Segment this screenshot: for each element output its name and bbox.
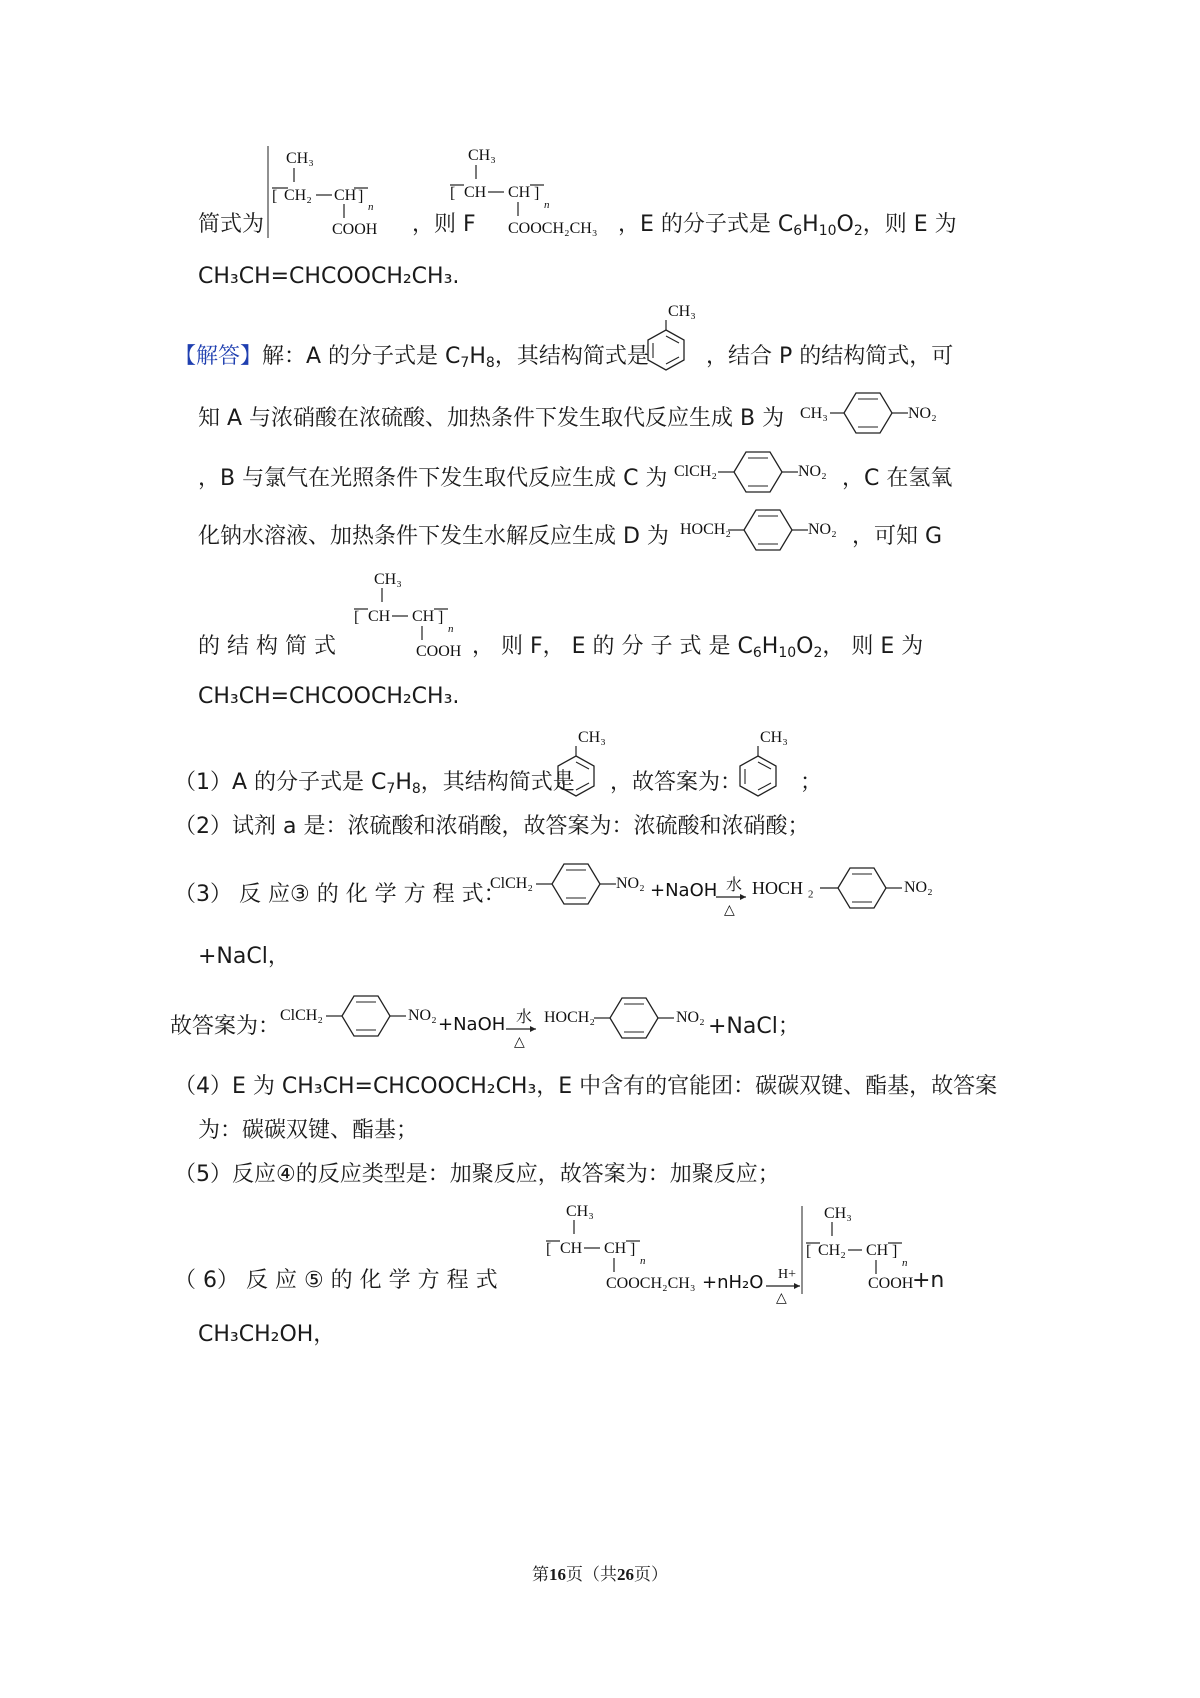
q6-tail: +n	[912, 1268, 945, 1293]
q3-answer-equation	[280, 994, 780, 1054]
svg-text:+NaOH: +NaOH	[650, 880, 718, 901]
toluene-structure-answer	[738, 726, 798, 796]
svg-text:△: △	[776, 1291, 787, 1306]
answer-line6: CH₃CH=CHCOOCH₂CH₃.	[198, 684, 460, 709]
cooh-label: COOH	[332, 221, 378, 238]
svg-text:COOH: COOH	[868, 1275, 914, 1292]
svg-text:[: [	[546, 1241, 552, 1258]
svg-text:]: ]	[534, 185, 540, 202]
q1-end: ；	[800, 770, 823, 795]
polymer-g-structure	[350, 566, 480, 661]
svg-text:n: n	[640, 1255, 646, 1267]
svg-text:]: ]	[892, 1243, 898, 1260]
svg-text:CH: CH	[368, 608, 391, 625]
cooet-label: COOCH₂CH₃	[508, 220, 598, 237]
text-prefix: 简式为	[198, 212, 265, 237]
svg-text:COOCH₂CH₃: COOCH₂CH₃	[606, 1275, 696, 1292]
svg-text:CH: CH	[560, 1240, 583, 1257]
svg-text:NO₂: NO₂	[616, 875, 645, 892]
polymer-ester-structure	[442, 140, 622, 240]
svg-text:[: [	[354, 609, 360, 626]
svg-text:NO₂: NO₂	[908, 405, 937, 422]
svg-text:△: △	[724, 903, 735, 918]
toluene-structure-q1	[556, 726, 616, 796]
svg-text:△: △	[514, 1035, 525, 1050]
svg-text:CH₃: CH₃	[800, 405, 828, 422]
answer-line5: 的 结 构 简 式	[198, 634, 336, 659]
ch-label: CH	[334, 187, 357, 204]
svg-text:CH: CH	[412, 608, 435, 625]
svg-text:CH₃: CH₃	[668, 303, 696, 320]
answer-line5-end: ， 则 F， E 的 分 子 式 是 $C_6H_{10}O_2$， 则 E 为	[472, 634, 924, 661]
svg-text:HOCH₂: HOCH₂	[544, 1009, 595, 1026]
nitrotoluene-structure	[800, 388, 950, 438]
q3-label: （3） 反 应③ 的 化 学 方 程 式：	[174, 882, 506, 907]
svg-text:[: [	[450, 185, 456, 202]
svg-text:NO₂: NO₂	[408, 1007, 437, 1024]
answer-line4: 化钠水溶液、加热条件下发生水解反应生成 D 为	[198, 524, 669, 549]
svg-text:水: 水	[516, 1007, 533, 1026]
hydroxymethyl-nitrobenzene-structure	[680, 506, 850, 556]
page-footer: 第16页（共26页）	[532, 1565, 668, 1584]
answer-line3: ，B 与氯气在光照条件下发生取代反应生成 C 为	[198, 466, 668, 491]
svg-text:+NaOH: +NaOH	[438, 1014, 506, 1035]
block1-line1	[198, 210, 264, 240]
answer-line2: 知 A 与浓硝酸在浓硫酸、加热条件下发生取代反应生成 B 为	[198, 406, 785, 431]
svg-text:CH₃: CH₃	[566, 1203, 594, 1220]
svg-text:CH: CH	[866, 1242, 889, 1259]
svg-text:CH₃: CH₃	[578, 729, 606, 746]
page-number: 16	[549, 1565, 566, 1584]
ch2-label: CH₂	[284, 187, 312, 204]
q4-line2: 为：碳碳双键、酯基；	[198, 1118, 419, 1143]
answer-line3-end: ，C 在氢氧	[842, 466, 953, 491]
chloromethyl-nitrobenzene-structure	[674, 448, 844, 498]
svg-text:n: n	[544, 199, 550, 211]
n-label: n	[368, 201, 374, 213]
q6-label: （ 6） 反 应 ⑤ 的 化 学 方 程 式	[174, 1268, 498, 1293]
svg-text:NO₂: NO₂	[676, 1009, 705, 1026]
svg-text:H+: H+	[778, 1267, 797, 1282]
q5-line: （5）反应④的反应类型是：加聚反应，故答案为：加聚反应；	[174, 1162, 780, 1187]
svg-text:NO₂: NO₂	[808, 521, 837, 538]
svg-text:CH: CH	[604, 1240, 627, 1257]
answer-tag: 【解答】	[174, 344, 263, 369]
svg-text:+nH₂O: +nH₂O	[702, 1272, 764, 1293]
svg-text:CH: CH	[464, 184, 487, 201]
q1-answer-label: ，故答案为：	[610, 770, 743, 795]
svg-text:]: ]	[438, 609, 444, 626]
svg-text:CH₃: CH₃	[824, 1205, 852, 1222]
q3-answer-label: 故答案为：	[170, 1014, 281, 1039]
svg-text:CH₃: CH₃	[374, 571, 402, 588]
toluene-structure	[646, 300, 706, 370]
svg-text:[: [	[806, 1243, 812, 1260]
block1-then-f: ，则 F	[412, 212, 476, 237]
svg-text:n: n	[448, 623, 454, 635]
svg-text:CH: CH	[508, 184, 531, 201]
svg-text:NO₂: NO₂	[798, 463, 827, 480]
answer-line1-end: ，结合 P 的结构简式，可	[706, 344, 954, 369]
q2-line: （2）试剂 a 是：浓硫酸和浓硝酸，故答案为：浓硫酸和浓硝酸；	[174, 814, 810, 839]
bracket-right: ]	[358, 188, 364, 205]
svg-text:HOCH₂: HOCH₂	[680, 521, 731, 538]
svg-text:]: ]	[630, 1241, 636, 1258]
svg-text:HOCH ₂: HOCH ₂	[752, 878, 814, 898]
q4-line1: （4）E 为 CH₃CH=CHCOOCH₂CH₃，E 中含有的官能团：碳碳双键、酯基，故答案	[174, 1074, 998, 1099]
svg-text:ClCH₂: ClCH₂	[674, 463, 717, 480]
svg-text:ClCH₂: ClCH₂	[280, 1007, 323, 1024]
svg-text:n: n	[902, 1257, 908, 1269]
ch3-label: CH₃	[468, 147, 496, 164]
q6-line2: CH₃CH₂OH，	[198, 1322, 336, 1347]
q6-equation	[544, 1196, 944, 1306]
svg-text:ClCH₂: ClCH₂	[490, 875, 533, 892]
block1-line2: CH₃CH=CHCOOCH₂CH₃.	[198, 264, 460, 289]
answer-line4-end: ，可知 G	[852, 524, 943, 549]
answer-line1: 【解答】解：A 的分子式是 $C_7H_8$，其结构简式是	[174, 344, 649, 371]
bracket-left: [	[272, 188, 278, 205]
page-total: 26	[617, 1565, 634, 1584]
block1-e-formula: ，E 的分子式是 $C_6H_{10}O_2$，则 E 为	[618, 212, 957, 239]
svg-text:COOH: COOH	[416, 643, 462, 660]
ch3-label: CH₃	[286, 150, 314, 167]
svg-text:CH₃: CH₃	[760, 729, 788, 746]
polymer-acid-structure	[266, 146, 416, 241]
svg-text:NO₂: NO₂	[904, 879, 933, 896]
svg-text:水: 水	[726, 875, 743, 894]
q3-answer-end: +NaCl；	[708, 1014, 800, 1039]
q3-equation	[490, 864, 950, 924]
svg-text:CH₂: CH₂	[818, 1242, 846, 1259]
q3-nacl-line: +NaCl，	[198, 944, 290, 969]
q1-line: （1）A 的分子式是 $C_7H_8$，其结构简式是	[174, 770, 575, 797]
